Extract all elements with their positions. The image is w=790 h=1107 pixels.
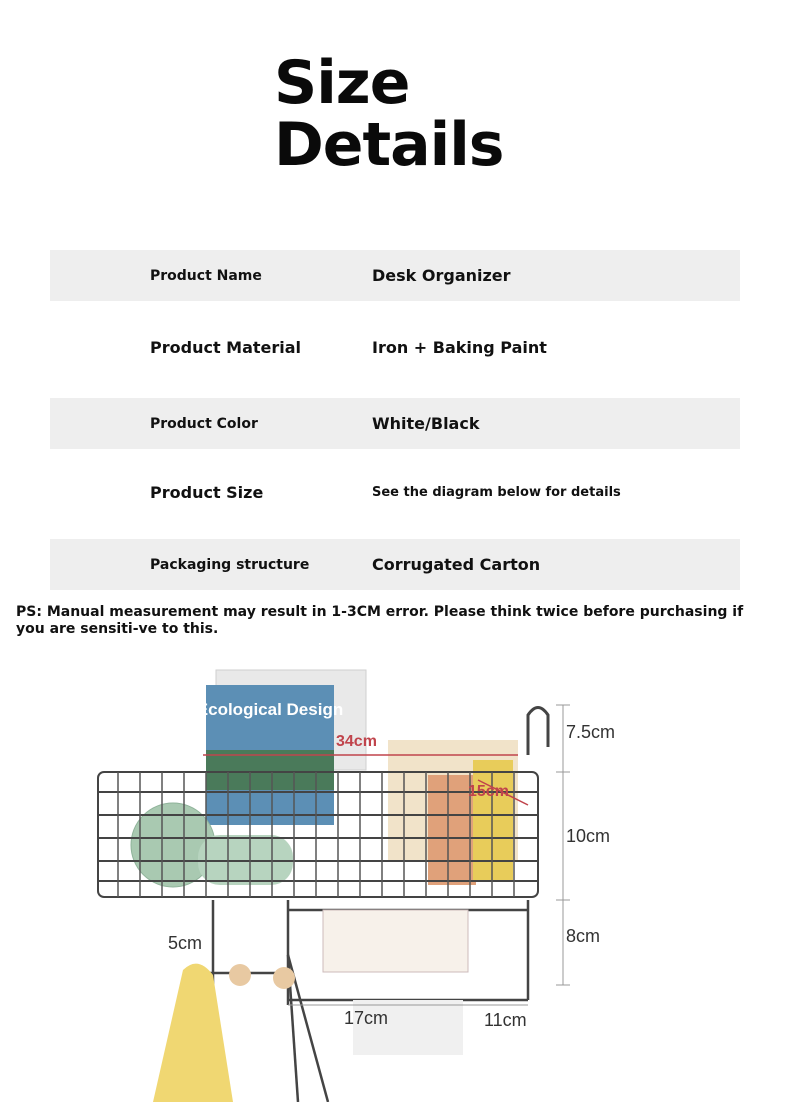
hook-spacing-dimension: 5cm: [168, 933, 203, 953]
measurement-note: PS: Manual measurement may result in 1-3CM error. Please think twice before purchasing if you are sensiti-ve to this.: [16, 604, 744, 637]
page-title: [274, 48, 504, 180]
shelf-height-dimension: 8cm: [566, 926, 601, 946]
spec-row-name: [50, 250, 740, 301]
product-diagram: [88, 655, 628, 1102]
width-dimension: 34cm: [336, 733, 377, 750]
spec-label: Product Name: [150, 267, 262, 284]
spec-value: Desk Organizer: [372, 266, 511, 285]
organizer-illustration: [88, 655, 628, 1102]
title-line-1: Size: [274, 48, 410, 118]
title-line-2: Details: [274, 110, 504, 180]
depth-dimension: 15cm: [468, 783, 509, 800]
bottom-width-right-dimension: 11cm: [484, 1010, 527, 1030]
spec-label: Packaging structure: [150, 556, 310, 573]
spec-row-packaging: [50, 539, 740, 590]
bottom-width-left-dimension: 17cm: [344, 1008, 389, 1028]
spec-row-material: [50, 322, 740, 373]
spec-row-size: [50, 467, 740, 518]
spec-value: See the diagram below for details: [372, 485, 621, 500]
spec-value: Iron + Baking Paint: [372, 338, 547, 357]
book-title-line: Ecological Design: [196, 700, 344, 719]
spec-label: Product Color: [150, 415, 258, 432]
spec-value: White/Black: [372, 414, 480, 433]
spec-label: Product Size: [150, 483, 264, 502]
basket-height-dimension: 10cm: [566, 826, 611, 846]
spec-value: Corrugated Carton: [372, 555, 541, 574]
hook-height-dimension: 7.5cm: [566, 722, 616, 742]
spec-label: Product Material: [150, 338, 302, 357]
spec-row-color: [50, 398, 740, 449]
